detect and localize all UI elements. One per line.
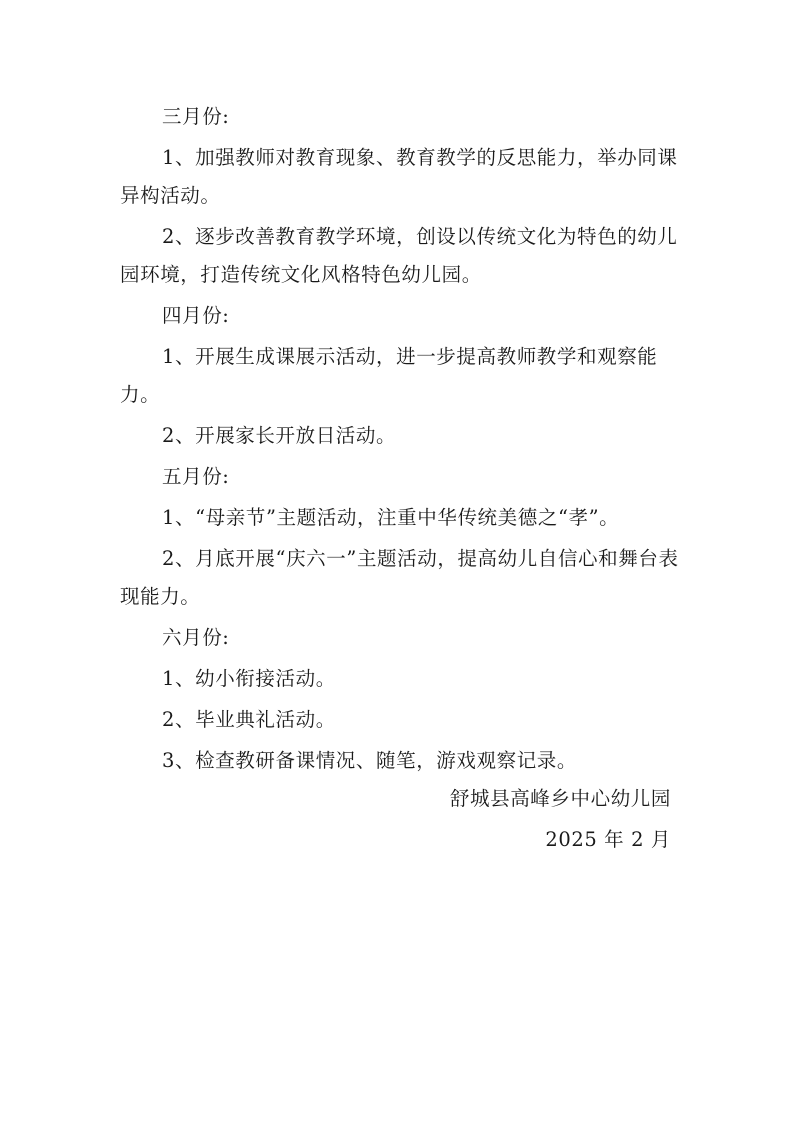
may-item-2: 2、月底开展“庆六一”主题活动，提高幼儿自信心和舞台表现能力。 [120, 547, 679, 608]
month-heading-may: 五月份: [162, 465, 230, 488]
document-body [120, 98, 680, 783]
march-item-2: 2、逐步改善教育教学环境，创设以传统文化为特色的幼儿园环境，打造传统文化风格特色幼儿园。 [120, 225, 678, 286]
april-item-1: 1、开展生成课展示活动，进一步提高教师教学和观察能力。 [120, 345, 658, 406]
signature-date: 2025 年 2 月 [545, 828, 671, 851]
month-heading-april: 四月份: [162, 304, 230, 327]
signature-block [450, 778, 671, 860]
may-item-1: 1、“母亲节”主题活动，注重中华传统美德之“孝”。 [162, 506, 620, 529]
signature-organization: 舒城县高峰乡中心幼儿园 [449, 787, 671, 810]
month-heading-march: 三月份: [162, 105, 230, 128]
month-heading-june: 六月份: [162, 626, 230, 649]
april-item-2: 2、开展家长开放日活动。 [162, 424, 397, 447]
june-item-3: 3、检查教研备课情况、随笔，游戏观察记录。 [162, 749, 578, 772]
june-item-2: 2、毕业典礼活动。 [162, 708, 336, 731]
june-item-1: 1、幼小衔接活动。 [162, 667, 336, 690]
march-item-1: 1、加强教师对教育现象、教育教学的反思能力，举办同课异构活动。 [120, 146, 678, 207]
